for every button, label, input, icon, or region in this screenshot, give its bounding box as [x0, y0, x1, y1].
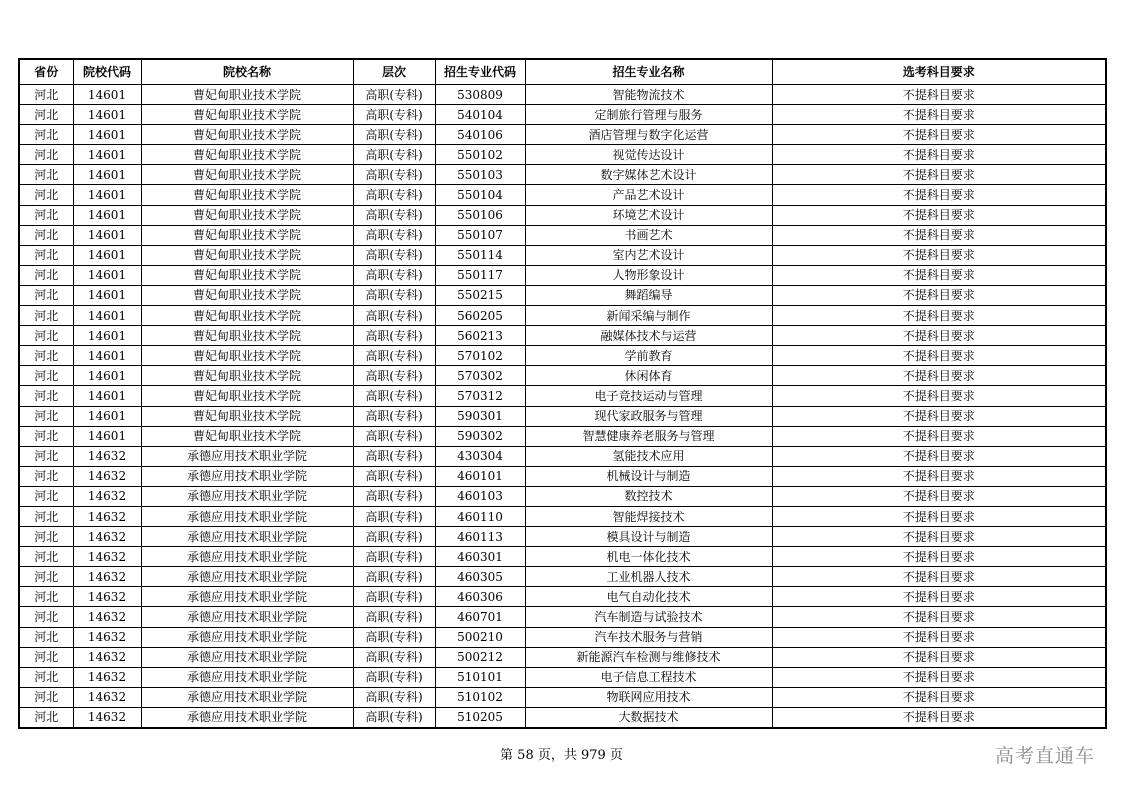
table-row	[19, 506, 1106, 526]
watermark-text: 高考直通车	[994, 745, 1095, 767]
cell-school-code: 14601	[73, 185, 141, 205]
cell-major-code: 460101	[435, 466, 525, 486]
cell-major-code: 500210	[435, 627, 525, 647]
cell-subject-requirement: 不提科目要求	[772, 667, 1106, 687]
cell-major-code: 590301	[435, 406, 525, 426]
cell-subject-requirement: 不提科目要求	[772, 205, 1106, 225]
cell-major-code: 550117	[435, 265, 525, 285]
cell-school-code: 14632	[73, 466, 141, 486]
cell-level: 高职(专科)	[353, 426, 435, 446]
cell-subject-requirement: 不提科目要求	[772, 85, 1106, 105]
cell-major-name: 物联网应用技术	[525, 687, 772, 707]
table-row	[19, 486, 1106, 506]
cell-school-name: 曹妃甸职业技术学院	[141, 105, 353, 125]
cell-level: 高职(专科)	[353, 245, 435, 265]
enrollment-table	[18, 58, 1107, 729]
cell-major-code: 540104	[435, 105, 525, 125]
cell-school-code: 14632	[73, 647, 141, 667]
cell-school-name: 曹妃甸职业技术学院	[141, 366, 353, 386]
cell-school-code: 14632	[73, 627, 141, 647]
cell-school-code: 14632	[73, 567, 141, 587]
table-row	[19, 326, 1106, 346]
cell-major-code: 500212	[435, 647, 525, 667]
cell-school-code: 14601	[73, 386, 141, 406]
cell-major-name: 智能焊接技术	[525, 506, 772, 526]
cell-school-name: 曹妃甸职业技术学院	[141, 285, 353, 305]
cell-province: 河北	[19, 506, 73, 526]
cell-level: 高职(专科)	[353, 145, 435, 165]
cell-major-name: 汽车制造与试验技术	[525, 607, 772, 627]
cell-province: 河北	[19, 667, 73, 687]
cell-subject-requirement: 不提科目要求	[772, 105, 1106, 125]
cell-school-code: 14632	[73, 607, 141, 627]
cell-school-name: 曹妃甸职业技术学院	[141, 85, 353, 105]
cell-province: 河北	[19, 406, 73, 426]
cell-subject-requirement: 不提科目要求	[772, 547, 1106, 567]
cell-subject-requirement: 不提科目要求	[772, 346, 1106, 366]
table-row	[19, 627, 1106, 647]
cell-province: 河北	[19, 205, 73, 225]
cell-province: 河北	[19, 245, 73, 265]
cell-level: 高职(专科)	[353, 225, 435, 245]
cell-school-name: 曹妃甸职业技术学院	[141, 125, 353, 145]
cell-major-code: 550102	[435, 145, 525, 165]
col-header-school-name: 院校名称	[141, 59, 353, 85]
cell-level: 高职(专科)	[353, 647, 435, 667]
cell-school-name: 承德应用技术职业学院	[141, 527, 353, 547]
cell-major-code: 550114	[435, 245, 525, 265]
cell-subject-requirement: 不提科目要求	[772, 687, 1106, 707]
table-row	[19, 406, 1106, 426]
cell-school-code: 14601	[73, 205, 141, 225]
table-row	[19, 587, 1106, 607]
cell-subject-requirement: 不提科目要求	[772, 265, 1106, 285]
cell-subject-requirement: 不提科目要求	[772, 607, 1106, 627]
cell-level: 高职(专科)	[353, 547, 435, 567]
cell-school-name: 曹妃甸职业技术学院	[141, 165, 353, 185]
cell-province: 河北	[19, 527, 73, 547]
cell-school-name: 曹妃甸职业技术学院	[141, 406, 353, 426]
cell-subject-requirement: 不提科目要求	[772, 486, 1106, 506]
cell-school-name: 承德应用技术职业学院	[141, 627, 353, 647]
cell-province: 河北	[19, 466, 73, 486]
cell-province: 河北	[19, 85, 73, 105]
cell-school-code: 14601	[73, 105, 141, 125]
cell-level: 高职(专科)	[353, 125, 435, 145]
cell-major-name: 环境艺术设计	[525, 205, 772, 225]
cell-major-code: 590302	[435, 426, 525, 446]
cell-major-name: 休闲体育	[525, 366, 772, 386]
cell-school-code: 14601	[73, 346, 141, 366]
cell-major-code: 510101	[435, 667, 525, 687]
cell-major-name: 视觉传达设计	[525, 145, 772, 165]
cell-subject-requirement: 不提科目要求	[772, 466, 1106, 486]
cell-subject-requirement: 不提科目要求	[772, 165, 1106, 185]
cell-major-name: 融媒体技术与运营	[525, 326, 772, 346]
cell-major-code: 460306	[435, 587, 525, 607]
cell-province: 河北	[19, 607, 73, 627]
cell-school-code: 14601	[73, 326, 141, 346]
cell-province: 河北	[19, 587, 73, 607]
table-row	[19, 145, 1106, 165]
cell-level: 高职(专科)	[353, 205, 435, 225]
cell-major-name: 电子信息工程技术	[525, 667, 772, 687]
cell-school-name: 曹妃甸职业技术学院	[141, 185, 353, 205]
cell-province: 河北	[19, 145, 73, 165]
table-row	[19, 567, 1106, 587]
table-row	[19, 547, 1106, 567]
cell-school-code: 14632	[73, 446, 141, 466]
table-row	[19, 426, 1106, 446]
cell-school-code: 14632	[73, 707, 141, 728]
cell-major-code: 430304	[435, 446, 525, 466]
cell-major-code: 460305	[435, 567, 525, 587]
cell-subject-requirement: 不提科目要求	[772, 285, 1106, 305]
col-header-province: 省份	[19, 59, 73, 85]
col-header-level: 层次	[353, 59, 435, 85]
cell-province: 河北	[19, 165, 73, 185]
cell-level: 高职(专科)	[353, 707, 435, 728]
cell-subject-requirement: 不提科目要求	[772, 647, 1106, 667]
cell-major-code: 460113	[435, 527, 525, 547]
cell-level: 高职(专科)	[353, 185, 435, 205]
cell-school-code: 14632	[73, 687, 141, 707]
cell-school-name: 曹妃甸职业技术学院	[141, 205, 353, 225]
cell-major-code: 550215	[435, 285, 525, 305]
cell-major-name: 数控技术	[525, 486, 772, 506]
cell-province: 河北	[19, 125, 73, 145]
cell-subject-requirement: 不提科目要求	[772, 125, 1106, 145]
table-row	[19, 285, 1106, 305]
cell-school-code: 14601	[73, 366, 141, 386]
col-header-major-code: 招生专业代码	[435, 59, 525, 85]
cell-school-name: 曹妃甸职业技术学院	[141, 426, 353, 446]
cell-province: 河北	[19, 285, 73, 305]
cell-major-name: 模具设计与制造	[525, 527, 772, 547]
cell-school-name: 承德应用技术职业学院	[141, 486, 353, 506]
cell-province: 河北	[19, 426, 73, 446]
cell-province: 河北	[19, 366, 73, 386]
table-row	[19, 225, 1106, 245]
cell-school-name: 曹妃甸职业技术学院	[141, 326, 353, 346]
cell-major-name: 氢能技术应用	[525, 446, 772, 466]
cell-school-name: 承德应用技术职业学院	[141, 567, 353, 587]
cell-subject-requirement: 不提科目要求	[772, 567, 1106, 587]
cell-school-name: 承德应用技术职业学院	[141, 587, 353, 607]
cell-subject-requirement: 不提科目要求	[772, 225, 1106, 245]
table-row	[19, 205, 1106, 225]
table-row	[19, 446, 1106, 466]
cell-major-name: 产品艺术设计	[525, 185, 772, 205]
cell-major-code: 530809	[435, 85, 525, 105]
cell-school-name: 承德应用技术职业学院	[141, 466, 353, 486]
cell-subject-requirement: 不提科目要求	[772, 506, 1106, 526]
cell-school-code: 14601	[73, 165, 141, 185]
cell-level: 高职(专科)	[353, 165, 435, 185]
cell-province: 河北	[19, 446, 73, 466]
col-header-major-name: 招生专业名称	[525, 59, 772, 85]
cell-level: 高职(专科)	[353, 506, 435, 526]
cell-major-name: 数字媒体艺术设计	[525, 165, 772, 185]
cell-subject-requirement: 不提科目要求	[772, 527, 1106, 547]
cell-school-code: 14601	[73, 265, 141, 285]
cell-school-code: 14601	[73, 225, 141, 245]
cell-major-code: 460701	[435, 607, 525, 627]
header-row	[19, 59, 1106, 85]
cell-school-code: 14601	[73, 145, 141, 165]
cell-level: 高职(专科)	[353, 366, 435, 386]
cell-school-name: 曹妃甸职业技术学院	[141, 346, 353, 366]
cell-major-code: 550106	[435, 205, 525, 225]
table-row	[19, 687, 1106, 707]
table-row	[19, 85, 1106, 105]
cell-school-name: 承德应用技术职业学院	[141, 707, 353, 728]
cell-school-code: 14632	[73, 547, 141, 567]
cell-level: 高职(专科)	[353, 627, 435, 647]
cell-school-name: 承德应用技术职业学院	[141, 547, 353, 567]
cell-province: 河北	[19, 306, 73, 326]
cell-level: 高职(专科)	[353, 446, 435, 466]
cell-major-code: 560213	[435, 326, 525, 346]
table-row	[19, 185, 1106, 205]
cell-school-code: 14601	[73, 285, 141, 305]
table-row	[19, 265, 1106, 285]
cell-major-name: 人物形象设计	[525, 265, 772, 285]
cell-major-code: 550107	[435, 225, 525, 245]
cell-level: 高职(专科)	[353, 386, 435, 406]
cell-school-code: 14632	[73, 527, 141, 547]
cell-school-name: 曹妃甸职业技术学院	[141, 386, 353, 406]
table-row	[19, 707, 1106, 728]
cell-major-name: 现代家政服务与管理	[525, 406, 772, 426]
table-row	[19, 105, 1106, 125]
cell-subject-requirement: 不提科目要求	[772, 145, 1106, 165]
cell-subject-requirement: 不提科目要求	[772, 386, 1106, 406]
cell-school-code: 14601	[73, 245, 141, 265]
cell-major-code: 510102	[435, 687, 525, 707]
cell-level: 高职(专科)	[353, 486, 435, 506]
cell-major-name: 电子竞技运动与管理	[525, 386, 772, 406]
cell-major-code: 540106	[435, 125, 525, 145]
cell-subject-requirement: 不提科目要求	[772, 185, 1106, 205]
cell-major-code: 570102	[435, 346, 525, 366]
cell-major-name: 大数据技术	[525, 707, 772, 728]
table-row	[19, 306, 1106, 326]
cell-major-name: 机电一体化技术	[525, 547, 772, 567]
cell-province: 河北	[19, 647, 73, 667]
table-row	[19, 607, 1106, 627]
cell-school-code: 14632	[73, 506, 141, 526]
col-header-school-code: 院校代码	[73, 59, 141, 85]
cell-major-code: 570312	[435, 386, 525, 406]
table-row	[19, 667, 1106, 687]
table-row	[19, 245, 1106, 265]
cell-province: 河北	[19, 105, 73, 125]
cell-major-code: 460110	[435, 506, 525, 526]
cell-school-code: 14601	[73, 85, 141, 105]
cell-school-name: 承德应用技术职业学院	[141, 506, 353, 526]
cell-school-name: 承德应用技术职业学院	[141, 687, 353, 707]
cell-major-name: 智能物流技术	[525, 85, 772, 105]
table-body	[19, 85, 1106, 729]
cell-major-name: 智慧健康养老服务与管理	[525, 426, 772, 446]
cell-major-name: 新能源汽车检测与维修技术	[525, 647, 772, 667]
cell-province: 河北	[19, 265, 73, 285]
cell-school-name: 承德应用技术职业学院	[141, 607, 353, 627]
cell-school-name: 承德应用技术职业学院	[141, 667, 353, 687]
cell-level: 高职(专科)	[353, 406, 435, 426]
cell-school-code: 14601	[73, 426, 141, 446]
cell-school-code: 14601	[73, 406, 141, 426]
cell-school-name: 承德应用技术职业学院	[141, 647, 353, 667]
cell-major-name: 舞蹈编导	[525, 285, 772, 305]
cell-major-code: 460103	[435, 486, 525, 506]
cell-province: 河北	[19, 547, 73, 567]
cell-province: 河北	[19, 386, 73, 406]
cell-subject-requirement: 不提科目要求	[772, 306, 1106, 326]
cell-major-code: 460301	[435, 547, 525, 567]
col-header-subject-requirement: 选考科目要求	[772, 59, 1106, 85]
cell-major-code: 550104	[435, 185, 525, 205]
cell-province: 河北	[19, 567, 73, 587]
table-row	[19, 366, 1106, 386]
table-row	[19, 346, 1106, 366]
cell-major-name: 酒店管理与数字化运营	[525, 125, 772, 145]
cell-level: 高职(专科)	[353, 85, 435, 105]
cell-subject-requirement: 不提科目要求	[772, 326, 1106, 346]
cell-level: 高职(专科)	[353, 466, 435, 486]
cell-province: 河北	[19, 486, 73, 506]
cell-school-name: 曹妃甸职业技术学院	[141, 225, 353, 245]
cell-school-name: 曹妃甸职业技术学院	[141, 265, 353, 285]
cell-level: 高职(专科)	[353, 567, 435, 587]
cell-province: 河北	[19, 707, 73, 728]
cell-subject-requirement: 不提科目要求	[772, 366, 1106, 386]
cell-level: 高职(专科)	[353, 285, 435, 305]
cell-school-name: 曹妃甸职业技术学院	[141, 306, 353, 326]
cell-level: 高职(专科)	[353, 587, 435, 607]
cell-subject-requirement: 不提科目要求	[772, 245, 1106, 265]
table-row	[19, 165, 1106, 185]
page-number: 第 58 页，共 979 页	[500, 748, 623, 763]
cell-major-code: 570302	[435, 366, 525, 386]
table-row	[19, 466, 1106, 486]
cell-province: 河北	[19, 326, 73, 346]
cell-province: 河北	[19, 627, 73, 647]
cell-major-name: 机械设计与制造	[525, 466, 772, 486]
cell-subject-requirement: 不提科目要求	[772, 587, 1106, 607]
table-row	[19, 527, 1106, 547]
cell-school-code: 14632	[73, 486, 141, 506]
cell-subject-requirement: 不提科目要求	[772, 406, 1106, 426]
cell-level: 高职(专科)	[353, 687, 435, 707]
cell-major-name: 定制旅行管理与服务	[525, 105, 772, 125]
cell-level: 高职(专科)	[353, 667, 435, 687]
cell-major-code: 550103	[435, 165, 525, 185]
cell-level: 高职(专科)	[353, 326, 435, 346]
cell-level: 高职(专科)	[353, 105, 435, 125]
cell-major-name: 汽车技术服务与营销	[525, 627, 772, 647]
cell-school-code: 14601	[73, 306, 141, 326]
cell-school-code: 14601	[73, 125, 141, 145]
cell-major-name: 电气自动化技术	[525, 587, 772, 607]
cell-subject-requirement: 不提科目要求	[772, 446, 1106, 466]
cell-major-name: 工业机器人技术	[525, 567, 772, 587]
cell-major-name: 新闻采编与制作	[525, 306, 772, 326]
cell-level: 高职(专科)	[353, 306, 435, 326]
cell-subject-requirement: 不提科目要求	[772, 426, 1106, 446]
cell-major-code: 560205	[435, 306, 525, 326]
table-row	[19, 647, 1106, 667]
cell-subject-requirement: 不提科目要求	[772, 707, 1106, 728]
cell-province: 河北	[19, 687, 73, 707]
cell-school-name: 曹妃甸职业技术学院	[141, 245, 353, 265]
cell-major-code: 510205	[435, 707, 525, 728]
cell-school-name: 曹妃甸职业技术学院	[141, 145, 353, 165]
cell-level: 高职(专科)	[353, 346, 435, 366]
cell-major-name: 书画艺术	[525, 225, 772, 245]
cell-school-code: 14632	[73, 587, 141, 607]
cell-province: 河北	[19, 346, 73, 366]
cell-province: 河北	[19, 225, 73, 245]
cell-major-name: 学前教育	[525, 346, 772, 366]
cell-level: 高职(专科)	[353, 265, 435, 285]
cell-province: 河北	[19, 185, 73, 205]
cell-school-code: 14632	[73, 667, 141, 687]
table-row	[19, 125, 1106, 145]
cell-subject-requirement: 不提科目要求	[772, 627, 1106, 647]
cell-school-name: 承德应用技术职业学院	[141, 446, 353, 466]
cell-major-name: 室内艺术设计	[525, 245, 772, 265]
cell-level: 高职(专科)	[353, 527, 435, 547]
table-row	[19, 386, 1106, 406]
cell-level: 高职(专科)	[353, 607, 435, 627]
